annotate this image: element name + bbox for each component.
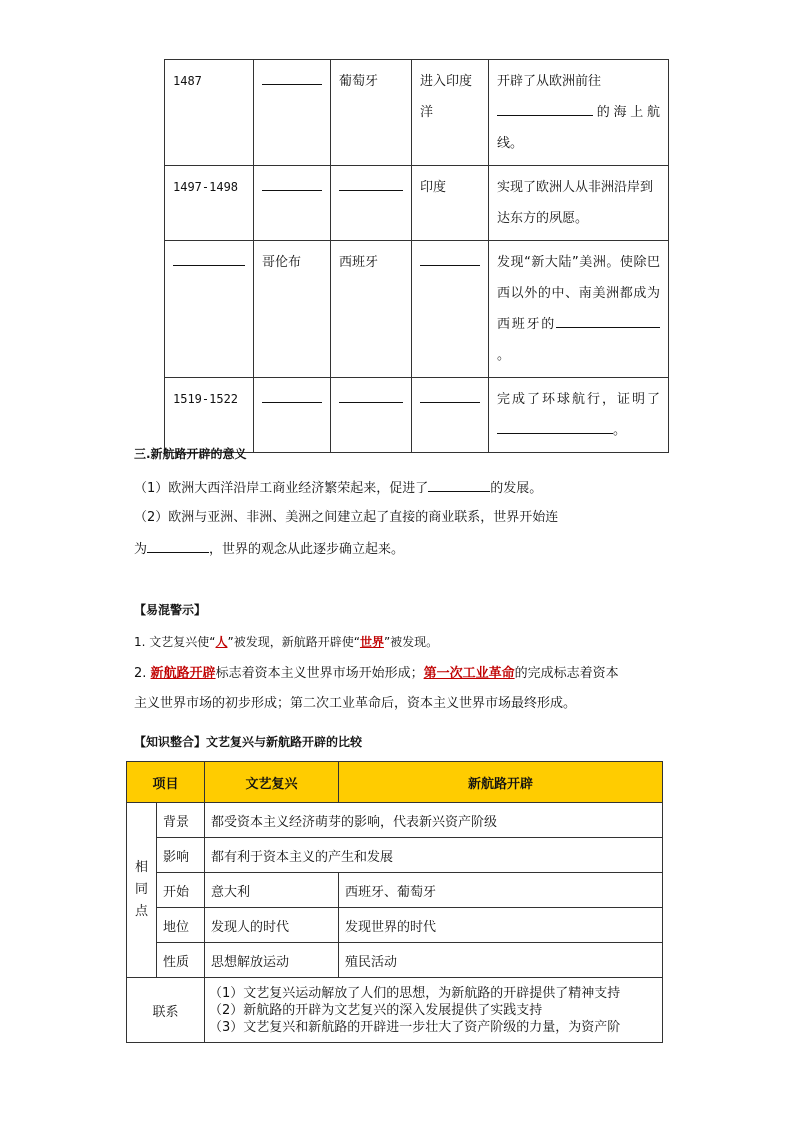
header-route: 新航路开辟 [339,762,663,803]
table-header-row [127,762,663,803]
year-cell: 1519-1522 [165,378,254,453]
table-row [165,166,669,241]
warning-item-2: 2. 新航路开辟标志着资本主义世界市场开始形成；第一次工业革命的完成标志着资本 [134,666,619,681]
group-label: 相 同 点 [134,860,148,919]
answer-blank[interactable] [420,388,480,403]
link-line: （3）文艺复兴和新航路的开辟进一步壮大了资产阶级的力量，为资产阶 [209,1019,621,1035]
group-label-cell [127,803,157,978]
link-line: （1）文艺复兴运动解放了人们的思想，为新航路的开辟提供了精神支持 [209,985,621,1001]
answer-blank[interactable] [262,176,322,191]
result-cell: 实现了欧洲人从非洲沿岸到达东方的夙愿。 [489,166,669,241]
warning-item-1: 1. 文艺复兴使“人”被发现，新航路开辟使“世界”被发现。 [134,635,439,649]
link-cell [205,978,663,1043]
row-label: 开始 [157,873,205,908]
row-label: 背景 [157,803,205,838]
result-cell: 开辟了从欧洲前往 的海上航线。 [489,60,669,166]
explorer-cell [254,60,331,166]
answer-blank[interactable] [420,251,480,266]
warning-heading: 【易混警示】 [134,603,207,617]
explorer-cell: 哥伦布 [254,241,331,378]
route-cell: 西班牙、葡萄牙 [339,873,663,908]
destination-cell [412,378,489,453]
table-row [127,803,663,838]
answer-blank[interactable] [262,70,322,85]
country-cell: 西班牙 [331,241,412,378]
link-line: （2）新航路的开辟为文艺复兴的深入发展提供了实践支持 [209,1002,543,1018]
explorer-cell [254,166,331,241]
country-cell: 葡萄牙 [331,60,412,166]
header-renaissance: 文艺复兴 [205,762,339,803]
comparison-table [126,761,663,1043]
answer-blank[interactable] [556,313,660,328]
link-label: 联系 [127,978,205,1043]
significance-item-1: （1）欧洲大西洋沿岸工商业经济繁荣起来，促进了 的发展。 [134,477,542,499]
section-heading: 三.新航路开辟的意义 [134,447,247,461]
table-row [165,378,669,453]
year-cell: 1487 [165,60,254,166]
year-cell: 1497-1498 [165,166,254,241]
row-label: 影响 [157,838,205,873]
country-cell [331,166,412,241]
answer-blank[interactable] [428,477,490,492]
renaissance-cell: 思想解放运动 [205,943,339,978]
country-cell [331,378,412,453]
destination-cell: 印度 [412,166,489,241]
table-row [127,838,663,873]
table-row [127,873,663,908]
destination-cell [412,241,489,378]
header-item: 项目 [127,762,205,803]
year-cell [165,241,254,378]
result-cell: 完成了环球航行，证明了。 [489,378,669,453]
table-row [165,60,669,166]
table-row [127,978,663,1043]
answer-blank[interactable] [339,176,403,191]
answer-blank[interactable] [497,419,613,434]
knowledge-heading: 【知识整合】文艺复兴与新航路开辟的比较 [134,735,363,749]
merged-cell: 都受资本主义经济萌芽的影响，代表新兴资产阶级 [205,803,663,838]
answer-blank[interactable] [173,251,245,266]
merged-cell: 都有利于资本主义的产生和发展 [205,838,663,873]
explorer-cell [254,378,331,453]
warning-item-2-cont: 主义世界市场的初步形成；第二次工业革命后，资本主义世界市场最终形成。 [134,696,577,711]
route-cell: 发现世界的时代 [339,908,663,943]
result-cell: 发现“新大陆”美洲。使除巴西以外的中、南美洲都成为西班牙的。 [489,241,669,378]
answer-blank[interactable] [262,388,322,403]
row-label: 地位 [157,908,205,943]
row-label: 性质 [157,943,205,978]
renaissance-cell: 发现人的时代 [205,908,339,943]
answer-blank[interactable] [339,388,403,403]
renaissance-cell: 意大利 [205,873,339,908]
answer-blank[interactable] [497,101,593,116]
destination-cell: 进入印度洋 [412,60,489,166]
route-table [164,59,669,453]
answer-blank[interactable] [147,538,209,553]
table-row [127,908,663,943]
table-row [127,943,663,978]
significance-item-2-line2: 为 ，世界的观念从此逐步确立起来。 [134,538,404,560]
significance-item-2-line1: （2）欧洲与亚洲、非洲、美洲之间建立起了直接的商业联系，世界开始连 [134,510,559,525]
table-row [165,241,669,378]
route-cell: 殖民活动 [339,943,663,978]
